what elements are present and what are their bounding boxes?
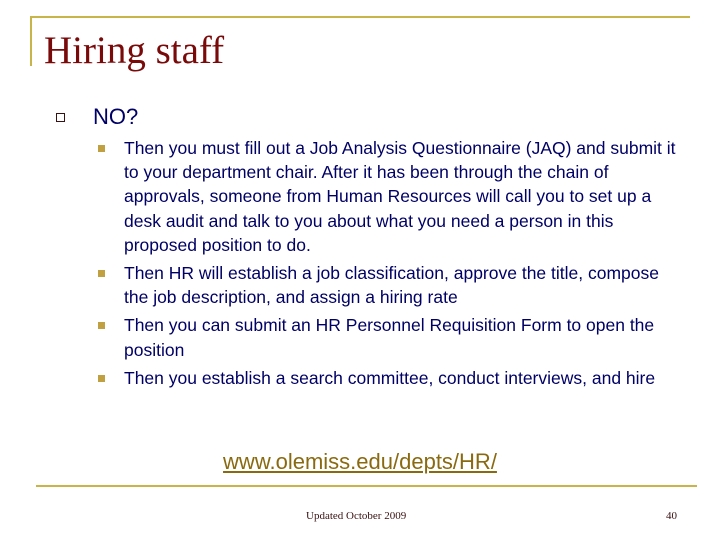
sub-bullet [98,136,688,257]
left-divider [30,16,32,66]
sub-bullet [98,261,688,309]
hollow-square-bullet-icon [56,113,65,122]
sub-bullet-text: Then HR will establish a job classification, approve the title, compose the job description, and assign a hiring rate [124,263,659,308]
square-bullet-icon [98,145,105,152]
sub-bullet-text: Then you must fill out a Job Analysis Questionnaire (JAQ) and submit it to your department chair. After it has been through the chain of approvals, someone from Human Resources will call you to set up a desk audit and talk to you about what you need a person in this proposed position to do. [124,138,676,255]
page-number: 40 [666,510,677,522]
top-divider [30,16,690,18]
sub-bullet-text: Then you establish a search committee, conduct interviews, and hire [124,367,656,388]
sub-bullet [98,313,688,361]
main-bullet-text: NO? [93,104,139,129]
bottom-divider [36,485,697,487]
link-container [0,449,720,475]
slide-title: Hiring staff [44,29,225,72]
sub-bullet-list [98,136,688,394]
square-bullet-icon [98,322,105,329]
footer-updated: Updated October 2009 [306,510,407,522]
square-bullet-icon [98,270,105,277]
main-bullet [56,104,138,130]
hr-website-link[interactable]: www.olemiss.edu/depts/HR/ [223,449,497,474]
square-bullet-icon [98,375,105,382]
sub-bullet [98,366,688,390]
sub-bullet-text: Then you can submit an HR Personnel Requisition Form to open the position [124,315,655,360]
